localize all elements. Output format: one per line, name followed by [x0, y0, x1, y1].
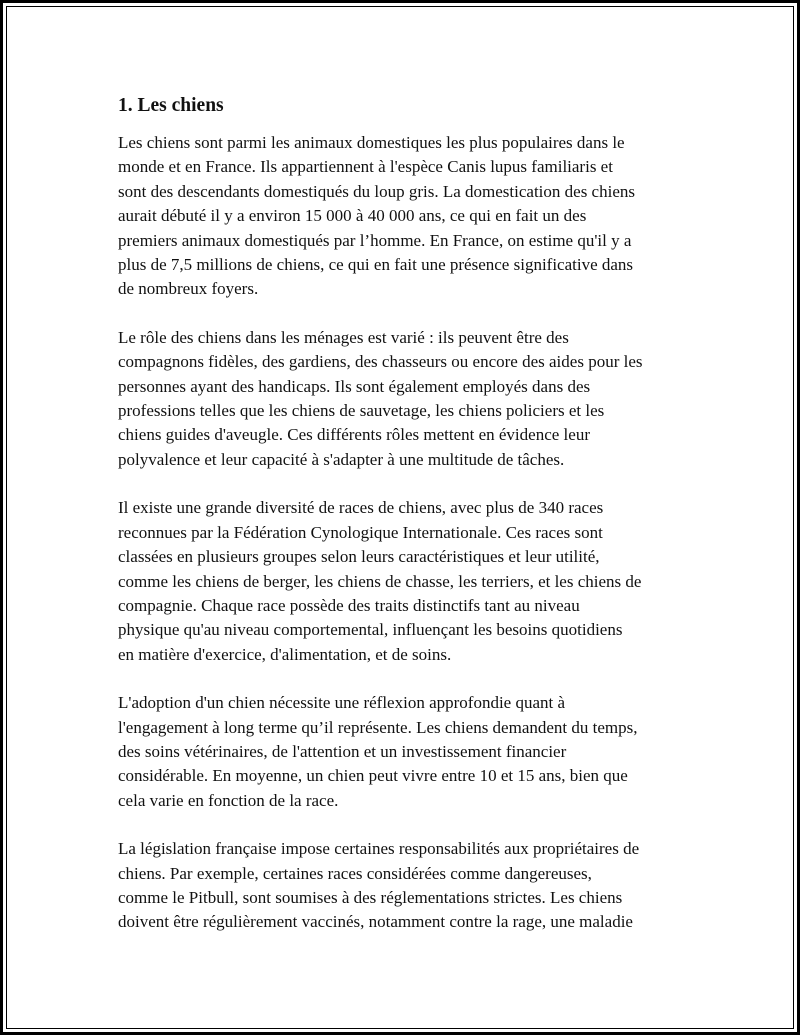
text-line: L'adoption d'un chien nécessite une réflexion approfondie quant à: [118, 693, 566, 713]
text-line: chiens. Par exemple, certaines races considérées comme dangereuses,: [118, 863, 592, 883]
text-line: aurait débuté il y a environ 15 000 à 40 000 ans, ce qui en fait un des: [118, 206, 587, 226]
paragraph: [118, 691, 698, 813]
text-line: Il existe une grande diversité de races de chiens, avec plus de 340 races: [118, 498, 604, 518]
text-line: Le rôle des chiens dans les ménages est varié : ils peuvent être des: [118, 327, 569, 347]
text-line: reconnues par la Fédération Cynologique Internationale. Ces races sont: [118, 522, 603, 542]
text-line: considérable. En moyenne, un chien peut vivre entre 10 et 15 ans, bien que: [118, 766, 628, 786]
text-line: physique qu'au niveau comportemental, influençant les besoins quotidiens: [118, 620, 623, 640]
text-line: des soins vétérinaires, de l'attention et un investissement financier: [118, 741, 567, 761]
text-line: doivent être régulièrement vaccinés, notamment contre la rage, une maladie: [118, 912, 633, 932]
text-line: monde et en France. Ils appartiennent à l'espèce Canis lupus familiaris et: [118, 157, 613, 177]
text-line: chiens guides d'aveugle. Ces différents rôles mettent en évidence leur: [118, 425, 590, 445]
paragraph-list: [118, 131, 698, 935]
paragraph: [118, 326, 698, 472]
paragraph: [118, 837, 698, 935]
text-line: cela varie en fonction de la race.: [118, 790, 339, 810]
text-line: comme le Pitbull, sont soumises à des réglementations strictes. Les chiens: [118, 887, 623, 907]
text-line: comme les chiens de berger, les chiens de chasse, les terriers, et les chiens de: [118, 571, 642, 591]
text-line: plus de 7,5 millions de chiens, ce qui en fait une présence significative dans: [118, 255, 634, 275]
text-line: compagnons fidèles, des gardiens, des chasseurs ou encore des aides pour les: [118, 352, 643, 372]
text-line: personnes ayant des handicaps. Ils sont également employés dans des: [118, 376, 591, 396]
text-line: classées en plusieurs groupes selon leurs caractéristiques et leur utilité,: [118, 547, 600, 567]
text-line: en matière d'exercice, d'alimentation, et de soins.: [118, 644, 452, 664]
text-line: de nombreux foyers.: [118, 279, 259, 299]
paragraph: [118, 496, 698, 667]
text-line: sont des descendants domestiqués du loup gris. La domestication des chiens: [118, 181, 635, 201]
text-line: professions telles que les chiens de sauvetage, les chiens policiers et les: [118, 401, 605, 421]
text-line: premiers animaux domestiqués par l’homme. En France, on estime qu'il y a: [118, 230, 632, 250]
text-line: compagnie. Chaque race possède des traits distinctifs tant au niveau: [118, 595, 580, 615]
text-line: Les chiens sont parmi les animaux domestiques les plus populaires dans le: [118, 133, 625, 152]
text-line: La législation française impose certaines responsabilités aux propriétaires de: [118, 839, 640, 859]
paragraph: [118, 131, 698, 302]
document-body: [118, 93, 698, 959]
text-line: l'engagement à long terme qu’il représente. Les chiens demandent du temps,: [118, 717, 638, 737]
section-heading: 1. Les chiens: [118, 95, 224, 116]
text-line: polyvalence et leur capacité à s'adapter à une multitude de tâches.: [118, 449, 565, 469]
